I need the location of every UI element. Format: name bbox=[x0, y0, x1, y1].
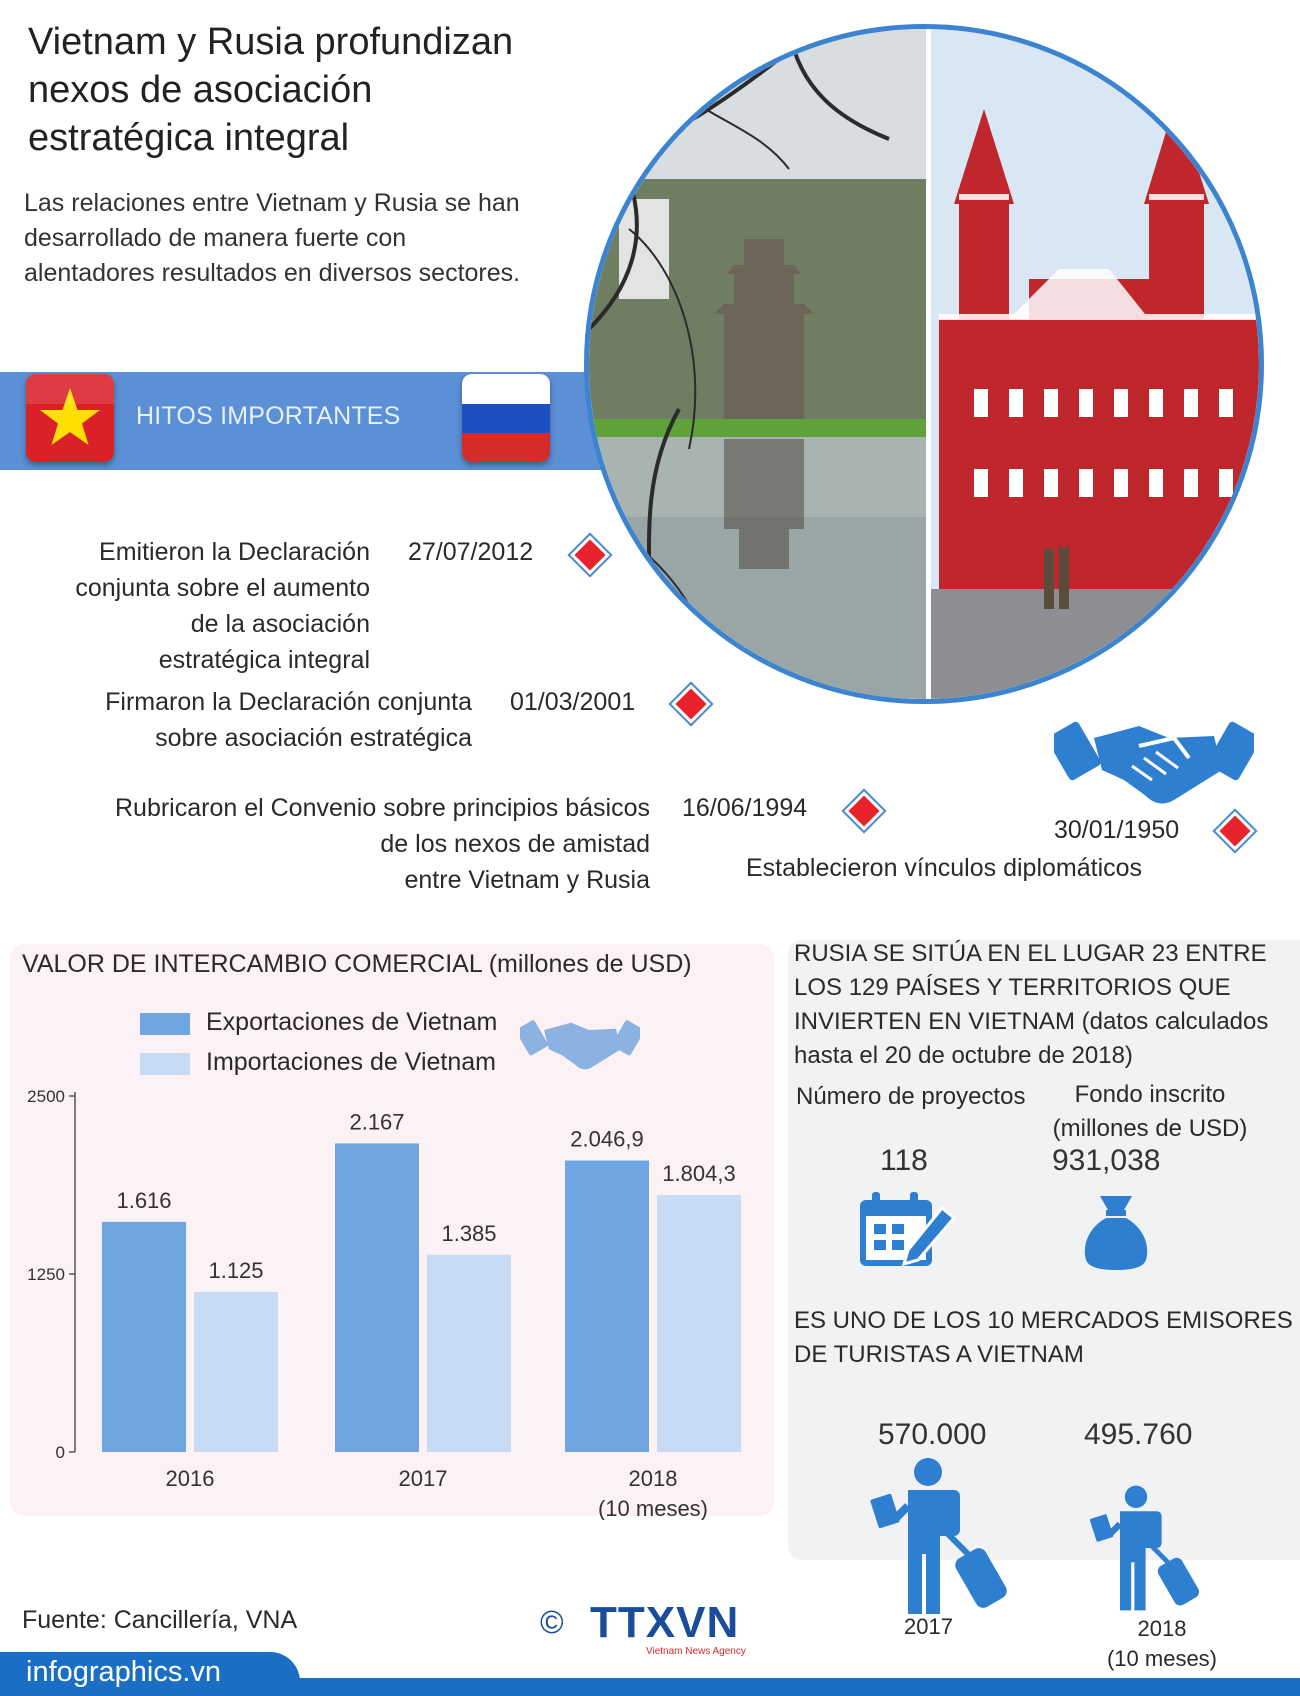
milestone-line: estratégica integral bbox=[158, 646, 370, 674]
milestone-2012-date: 27/07/2012 bbox=[408, 538, 534, 566]
agency-subtitle: Vietnam News Agency bbox=[646, 1646, 746, 1657]
fund-value: 931,038 bbox=[1052, 1144, 1161, 1177]
x-tick-note: (10 meses) bbox=[597, 1496, 709, 1520]
bar-imports-2017 bbox=[427, 1255, 511, 1452]
x-tick-label: 2017 bbox=[398, 1466, 448, 1491]
calendar-icon bbox=[856, 1190, 960, 1275]
year-note: (10 meses) bbox=[1106, 1646, 1218, 1671]
chart-title: VALOR DE INTERCAMBIO COMERCIAL (millones de USD) bbox=[22, 950, 692, 978]
subtitle-line: desarrollado de manera fuerte con bbox=[24, 224, 407, 252]
milestone-line: entre Vietnam y Rusia bbox=[404, 866, 650, 894]
milestone-2012-text bbox=[0, 534, 370, 678]
vietnam-flag-icon bbox=[26, 374, 114, 462]
milestone-line: de la asociación bbox=[190, 610, 370, 638]
x-tick-label: 2016 bbox=[165, 1466, 215, 1491]
x-tick-label: 2018 bbox=[628, 1466, 678, 1491]
milestone-line: Firmaron la Declaración conjunta bbox=[105, 688, 472, 716]
fund-label-line: (millones de USD) bbox=[1052, 1115, 1248, 1142]
tourism-heading-line: DE TURISTAS A VIETNAM bbox=[794, 1341, 1084, 1368]
legend-swatch-imports bbox=[140, 1053, 190, 1075]
subtitle-line: alentadores resultados en diversos sectores. bbox=[24, 259, 521, 287]
milestone-line: Emitieron la Declaración bbox=[99, 538, 370, 566]
bar-exports-2016 bbox=[102, 1222, 186, 1452]
milestone-2001-date: 01/03/2001 bbox=[510, 688, 636, 716]
legend-swatch-exports bbox=[140, 1013, 190, 1035]
projects-value: 118 bbox=[880, 1144, 928, 1177]
agency-logo: TTXVN bbox=[590, 1598, 740, 1647]
milestone-2001-text bbox=[12, 684, 472, 756]
milestone-1950-text bbox=[746, 850, 1142, 886]
tourism-heading-line: ES UNO DE LOS 10 MERCADOS EMISORES bbox=[794, 1307, 1293, 1334]
bar-imports-2016 bbox=[194, 1292, 278, 1452]
handshake-icon bbox=[520, 1006, 640, 1083]
tourism-heading bbox=[794, 1304, 1293, 1372]
traveler-icon bbox=[1088, 1484, 1208, 1617]
milestone-marker bbox=[675, 688, 706, 719]
milestone-marker bbox=[848, 795, 879, 826]
copyright-symbol: © bbox=[540, 1604, 564, 1640]
page-subtitle bbox=[24, 186, 594, 291]
bar-imports-2018 bbox=[657, 1195, 741, 1452]
money-bag-icon bbox=[1082, 1194, 1150, 1275]
legend-label-imports: Importaciones de Vietnam bbox=[206, 1048, 496, 1076]
data-label: 1.385 bbox=[441, 1220, 497, 1246]
investment-heading-line: LOS 129 PAÍSES Y TERRITORIOS QUE bbox=[794, 974, 1231, 1001]
investment-heading-line: INVIERTEN EN VIETNAM (datos calculados bbox=[794, 1008, 1269, 1035]
milestone-line: conjunta sobre el aumento bbox=[75, 574, 370, 602]
landmarks-photo bbox=[584, 24, 1264, 704]
brand-link[interactable]: infographics.vn bbox=[26, 1656, 222, 1688]
y-tick-label: 0 bbox=[55, 1443, 65, 1462]
data-label: 1.125 bbox=[208, 1257, 264, 1283]
data-label: 2.046,9 bbox=[570, 1126, 644, 1152]
milestone-1950-date: 30/01/1950 bbox=[1054, 816, 1180, 844]
handshake-icon bbox=[1054, 708, 1254, 813]
milestone-1994-date: 16/06/1994 bbox=[682, 794, 808, 822]
legend-label-exports: Exportaciones de Vietnam bbox=[206, 1008, 498, 1036]
bar-exports-2018 bbox=[565, 1161, 649, 1452]
milestone-line: Establecieron vínculos diplomáticos bbox=[746, 854, 1143, 882]
trade-bar-chart bbox=[0, 1080, 780, 1520]
banner-label: HITOS IMPORTANTES bbox=[136, 402, 401, 430]
milestone-1994-text bbox=[10, 790, 650, 898]
subtitle-line: Las relaciones entre Vietnam y Rusia se han bbox=[24, 189, 520, 217]
data-label: 1.616 bbox=[116, 1187, 172, 1213]
y-tick-label: 2500 bbox=[27, 1087, 65, 1106]
data-label: 2.167 bbox=[349, 1109, 405, 1135]
fund-label bbox=[1050, 1078, 1250, 1146]
page-title bbox=[28, 18, 588, 162]
bar-exports-2017 bbox=[335, 1143, 419, 1452]
title-line: Vietnam y Rusia profundizan bbox=[28, 21, 514, 63]
milestone-line: sobre asociación estratégica bbox=[155, 724, 472, 752]
data-label: 1.804,3 bbox=[662, 1161, 736, 1187]
tourists-2018-year bbox=[1102, 1614, 1222, 1674]
year-label: 2018 bbox=[1137, 1616, 1187, 1641]
milestone-line: Rubricaron el Convenio sobre principios básicos bbox=[115, 794, 650, 822]
projects-label: Número de proyectos bbox=[796, 1083, 1026, 1110]
tourists-2017-year: 2017 bbox=[904, 1614, 953, 1639]
russia-flag-icon bbox=[462, 374, 550, 462]
y-tick-label: 1250 bbox=[27, 1265, 65, 1284]
title-line: estratégica integral bbox=[28, 117, 350, 159]
investment-heading bbox=[794, 937, 1268, 1073]
investment-heading-line: RUSIA SE SITÚA EN EL LUGAR 23 ENTRE bbox=[794, 940, 1267, 967]
milestone-marker bbox=[1219, 815, 1250, 846]
title-line: nexos de asociación bbox=[28, 69, 373, 111]
milestone-marker bbox=[574, 539, 605, 570]
source-text: Fuente: Cancillería, VNA bbox=[22, 1606, 298, 1634]
traveler-icon bbox=[868, 1456, 1018, 1621]
fund-label-line: Fondo inscrito bbox=[1074, 1081, 1226, 1108]
tourists-2018-value: 495.760 bbox=[1084, 1418, 1193, 1451]
milestone-line: de los nexos de amistad bbox=[380, 830, 650, 858]
investment-heading-line: hasta el 20 de octubre de 2018) bbox=[794, 1042, 1133, 1069]
tourists-2017-value: 570.000 bbox=[878, 1418, 987, 1451]
